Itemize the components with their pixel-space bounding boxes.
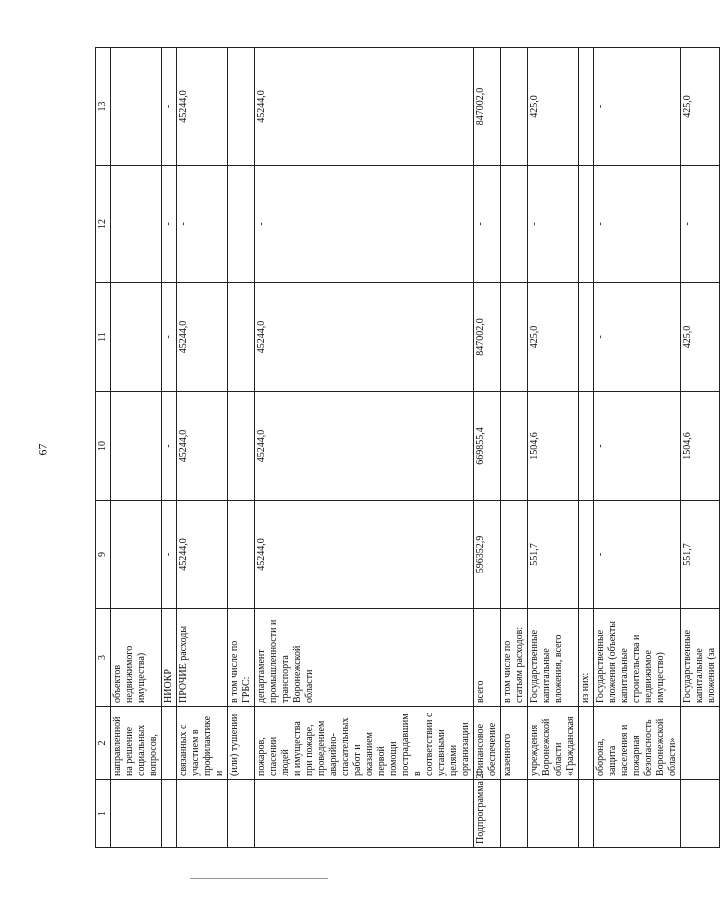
table-cell: пожаров, спасении людей и имущества при пожаре, проведением аварийно- спасательных работ и оказанием первой помощи пострадавшим в соответствии с уставными целями организации xyxy=(255,707,474,780)
table-cell: объектов недвижимого имущества) xyxy=(111,609,162,707)
table-cell: Финансовое обеспечение xyxy=(474,707,501,780)
table-cell: - xyxy=(474,166,501,283)
table-cell: 669855,4 xyxy=(474,392,501,501)
table-cell: 45244,0 xyxy=(177,283,228,392)
table-cell: НИОКР xyxy=(162,609,177,707)
table-cell: Государственные вложения (объекты капитальные строительства и недвижимое имущество) xyxy=(594,609,681,707)
table-cell xyxy=(579,501,594,609)
table-cell: - xyxy=(162,501,177,609)
table-cell xyxy=(579,283,594,392)
budget-table xyxy=(95,47,720,848)
table-cell: из них: xyxy=(579,609,594,707)
table-row xyxy=(528,48,579,848)
table-cell xyxy=(228,501,255,609)
table-cell: 425,0 xyxy=(528,283,579,392)
table-row xyxy=(111,48,162,848)
table-cell: - xyxy=(255,166,474,283)
column-header: 12 xyxy=(96,166,111,283)
column-header: 1 xyxy=(96,780,111,848)
table-cell xyxy=(228,48,255,166)
table-cell: всего xyxy=(474,609,501,707)
table-cell: - xyxy=(162,392,177,501)
column-header: 9 xyxy=(96,501,111,609)
table-cell: 45244,0 xyxy=(177,392,228,501)
table-row xyxy=(177,48,228,848)
column-header: 2 xyxy=(96,707,111,780)
column-header: 13 xyxy=(96,48,111,166)
table-cell: - xyxy=(594,283,681,392)
table-cell xyxy=(579,392,594,501)
table-cell: - xyxy=(162,166,177,283)
table-cell: 45244,0 xyxy=(255,501,474,609)
table-cell xyxy=(111,392,162,501)
table-cell xyxy=(501,780,528,848)
table-row xyxy=(594,48,681,848)
table-cell xyxy=(579,166,594,283)
table-row xyxy=(579,48,594,848)
table-cell xyxy=(501,501,528,609)
table-cell: в том числе по статьям расходов: xyxy=(501,609,528,707)
table-cell xyxy=(681,780,720,848)
table-cell xyxy=(111,501,162,609)
table-cell: - xyxy=(594,392,681,501)
table-cell: - xyxy=(594,48,681,166)
table-cell: 425,0 xyxy=(681,48,720,166)
table-cell xyxy=(111,166,162,283)
table-cell: оборона, защита населения и пожарная безопасность Воронежской области» xyxy=(594,707,681,780)
table-cell xyxy=(228,392,255,501)
page-number: 67 xyxy=(35,443,50,456)
table-cell: 45244,0 xyxy=(255,392,474,501)
table-cell xyxy=(501,283,528,392)
table-cell xyxy=(501,48,528,166)
table-cell xyxy=(528,780,579,848)
table-cell xyxy=(255,780,474,848)
table-cell: направленной на решение социальных вопросов, xyxy=(111,707,162,780)
table-row xyxy=(228,48,255,848)
table-cell: - xyxy=(177,166,228,283)
table-cell: 551,7 xyxy=(528,501,579,609)
table-cell: - xyxy=(594,501,681,609)
table-row xyxy=(474,48,501,848)
table-cell: 425,0 xyxy=(681,283,720,392)
table-cell: казенного xyxy=(501,707,528,780)
table-cell xyxy=(177,780,228,848)
rotated-table-area xyxy=(95,48,717,848)
table-cell: 551,7 xyxy=(681,501,720,609)
table-cell: - xyxy=(528,166,579,283)
table-cell xyxy=(111,283,162,392)
table-row xyxy=(162,48,177,848)
table-cell xyxy=(111,780,162,848)
table-cell xyxy=(228,166,255,283)
table-cell: 45244,0 xyxy=(255,283,474,392)
table-cell: 45244,0 xyxy=(255,48,474,166)
table-cell xyxy=(111,48,162,166)
table-cell: ПРОЧИЕ расходы xyxy=(177,609,228,707)
table-cell xyxy=(579,707,594,780)
table-cell: в том числе по ГРБС: xyxy=(228,609,255,707)
table-cell: 1504,6 xyxy=(681,392,720,501)
table-cell: Государственные капитальные вложения (за xyxy=(681,609,720,707)
column-header: 11 xyxy=(96,283,111,392)
table-cell xyxy=(579,780,594,848)
column-header: 10 xyxy=(96,392,111,501)
table-cell: 425,0 xyxy=(528,48,579,166)
table-row xyxy=(255,48,474,848)
table-cell xyxy=(162,780,177,848)
table-cell xyxy=(594,780,681,848)
table-row xyxy=(681,48,720,848)
table-cell: - xyxy=(594,166,681,283)
table-cell xyxy=(501,392,528,501)
table-cell: 1504,6 xyxy=(528,392,579,501)
table-header-row xyxy=(96,48,111,848)
table-cell: (или) тушении xyxy=(228,707,255,780)
table-cell: 847002,0 xyxy=(474,283,501,392)
table-cell xyxy=(501,166,528,283)
table-cell xyxy=(228,283,255,392)
table-cell: учреждения Воронежской области «Гражданская xyxy=(528,707,579,780)
table-cell: департамент промышленности и транспорта Воронежской области xyxy=(255,609,474,707)
table-cell: 45244,0 xyxy=(177,501,228,609)
table-cell: - xyxy=(162,48,177,166)
table-cell xyxy=(579,48,594,166)
scan-footer-line xyxy=(190,878,328,879)
table-cell: 847002,0 xyxy=(474,48,501,166)
column-header: 3 xyxy=(96,609,111,707)
table-cell: - xyxy=(681,166,720,283)
table-cell: 45244,0 xyxy=(177,48,228,166)
table-cell: - xyxy=(162,283,177,392)
table-row xyxy=(501,48,528,848)
table-cell: Государственные капитальные вложения, всего xyxy=(528,609,579,707)
table-cell: связанных с участием в профилактике и xyxy=(177,707,228,780)
table-cell xyxy=(228,780,255,848)
table-cell xyxy=(162,707,177,780)
table-cell xyxy=(681,707,720,780)
table-cell: 596352,9 xyxy=(474,501,501,609)
table-cell: Подпрограмма 2 xyxy=(474,780,501,848)
